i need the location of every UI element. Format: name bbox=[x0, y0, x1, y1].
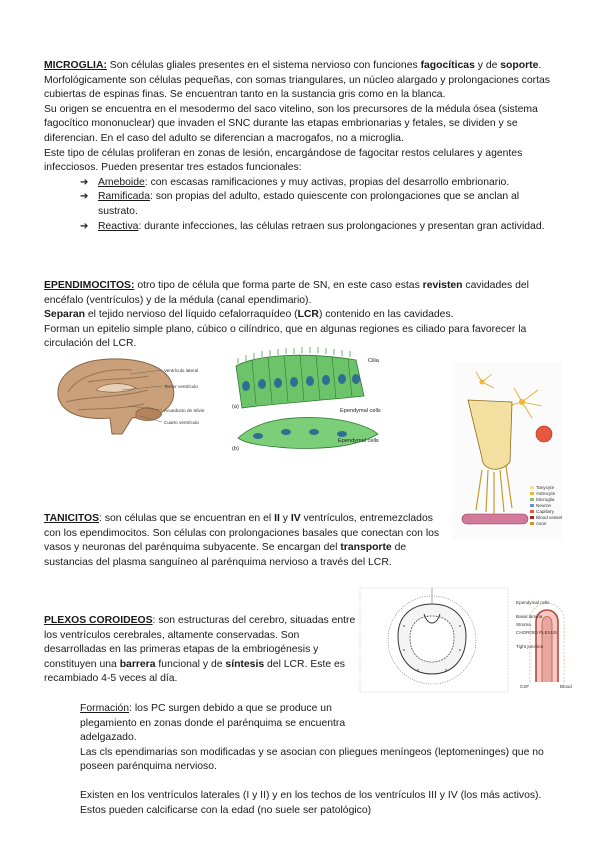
svg-text:Capillary: Capillary bbox=[536, 509, 554, 514]
formacion-p3: Existen en los ventrículos laterales (I y II) y en los techos de los ventrículos III y IV (los más activos). Estos pueden calcificarse con la edad (no suele ser patológico) bbox=[80, 789, 542, 816]
microglia-states-list bbox=[44, 176, 556, 234]
columnar-ependyma bbox=[236, 347, 364, 408]
brain-label: Tercer ventrículo bbox=[164, 384, 198, 389]
brain-label: Ventrículo lateral bbox=[164, 368, 199, 373]
microglia-states: Este tipo de células proliferan en zonas de lesión, encargándose de fagocitar restos celulares y agentes infecciosos. Pueden presentar tres estados funcionales: bbox=[44, 147, 523, 174]
plexos-title: PLEXOS COROIDEOS bbox=[44, 615, 153, 626]
svg-text:Neuron: Neuron bbox=[536, 503, 552, 508]
ependimocitos-p2: Separan el tejido nervioso del líquido cefalorraquídeo (LCR) contenido en las cavidades. bbox=[44, 309, 454, 321]
formacion-p1: Formación: los PC surgen debido a que se produce un plegamiento en zonas donde el parénquima se encuentra adelgazado. bbox=[80, 703, 346, 744]
epithelium-label: (b) bbox=[232, 446, 239, 452]
ependimocitos-section bbox=[44, 279, 556, 352]
svg-text:Blood vessel: Blood vessel bbox=[536, 515, 562, 520]
tanycyte-figure bbox=[452, 362, 562, 540]
brain-label: Cuarto ventrículo bbox=[164, 420, 199, 425]
choroid-plexus-section-figure bbox=[358, 586, 510, 694]
svg-text:Microglia: Microglia bbox=[536, 497, 555, 502]
ependymal-epithelium-figure bbox=[228, 346, 400, 454]
villus-label: CSF bbox=[520, 684, 530, 689]
tanicitos-title: TANICITOS bbox=[44, 513, 100, 524]
choroid-plexus-villus-figure bbox=[514, 596, 580, 690]
plexos-formacion bbox=[80, 702, 564, 818]
epithelium-label: Cilia bbox=[368, 358, 379, 364]
list-item: ➔ Reactiva: durante infecciones, las células retraen sus prolongaciones y presentan gran actividad. bbox=[80, 220, 556, 235]
villus-label: Stroma bbox=[516, 622, 531, 627]
list-item: ➔ Ramificada: son propias del adulto, estado quiescente con prolongaciones que se anclan al sustrato. bbox=[80, 190, 556, 219]
svg-text:Astrocyte: Astrocyte bbox=[536, 491, 556, 496]
epithelium-label: (a) bbox=[232, 404, 239, 410]
villus-label: Tight junction bbox=[516, 644, 544, 649]
capillary bbox=[536, 426, 552, 442]
ependimocitos-p3: Forman un epitelio simple plano, cúbico o cilíndrico, que en algunas regiones es ciliado para favorecer la circulación del LCR. bbox=[44, 323, 527, 350]
microglia-intro: MICROGLIA: Son células gliales presentes en el sistema nervioso con funciones fagocíticas y de soporte. Morfológicamente son células pequeñas, con somas triangulares, un núcleo alargado y prolongaciones cortas cubiertas de espinas finas. Se encuentran tanto en la sustancia gris como en la blanca. bbox=[44, 60, 550, 101]
brain-label: Acueducto de Silvio bbox=[164, 408, 205, 413]
microglia-title: MICROGLIA: bbox=[44, 60, 107, 71]
villus-label: Basal lamina bbox=[516, 614, 543, 619]
villus-label: CHOROID PLEXUS bbox=[516, 630, 558, 635]
plexos-p1: PLEXOS COROIDEOS: son estructuras del cerebro, situadas entre los ventrículos cerebrales, altamente conservadas. Son desarrolladas en las primeras etapas de la embriogénesis y constituyen una barrera funcional y de síntesis del LCR. Este es recambiado 4-5 veces al día. bbox=[44, 615, 356, 685]
villus-inner bbox=[542, 617, 552, 683]
ependimocitos-p1: EPENDIMOCITOS: otro tipo de célula que forma parte de SN, en este caso estas revisten cavidades del encéfalo (ventrículos) y de la médula (canal ependimario). bbox=[44, 280, 529, 306]
tanicitos-section bbox=[44, 512, 444, 570]
villus-label: Blood bbox=[560, 684, 572, 689]
formacion-p2: Las cls ependimarias son modificadas y se asocian con pliegues meníngeos (leptomeninges) que no poseen parénquima nervioso. bbox=[80, 746, 544, 773]
tanicitos-p1: TANICITOS: son células que se encuentran en el II y IV ventrículos, entremezclados con los ependimocitos. Son células con prolongaciones basales que conectan con los vasos y neuronas del parénquima subyacente. Se encargan del transporte de sustancias del plasma sanguíneo al parénquima nervioso a través del LCR. bbox=[44, 513, 440, 568]
svg-text:Tanycyte: Tanycyte bbox=[536, 485, 555, 490]
villus-label: Ependymal cells bbox=[516, 600, 550, 605]
microglia-section bbox=[44, 59, 556, 234]
ventricle-wall bbox=[462, 514, 528, 524]
microglia-origin: Su origen se encuentra en el mesodermo del saco vitelino, son los precursores de la médula ósea (sistema fagocítico mononuclear) que invaden el SNC durante las etapas embrionarias y fetales, se dividen y se diferencian. En el caso del adulto se diferencian a macrogafos, no a microglia. bbox=[44, 103, 538, 144]
svg-text:Axon: Axon bbox=[536, 521, 547, 526]
list-item: ➔ Ameboide: con escasas ramificaciones y muy activas, propias del desarrollo embrionario. bbox=[80, 176, 556, 191]
brain-ventricles-figure bbox=[48, 356, 220, 440]
epithelium-label: Ependymal cells bbox=[338, 438, 379, 444]
ependimocitos-title: EPENDIMOCITOS: bbox=[44, 280, 135, 291]
plexos-section bbox=[44, 614, 360, 687]
epithelium-label: Ependymal cells bbox=[340, 408, 381, 414]
